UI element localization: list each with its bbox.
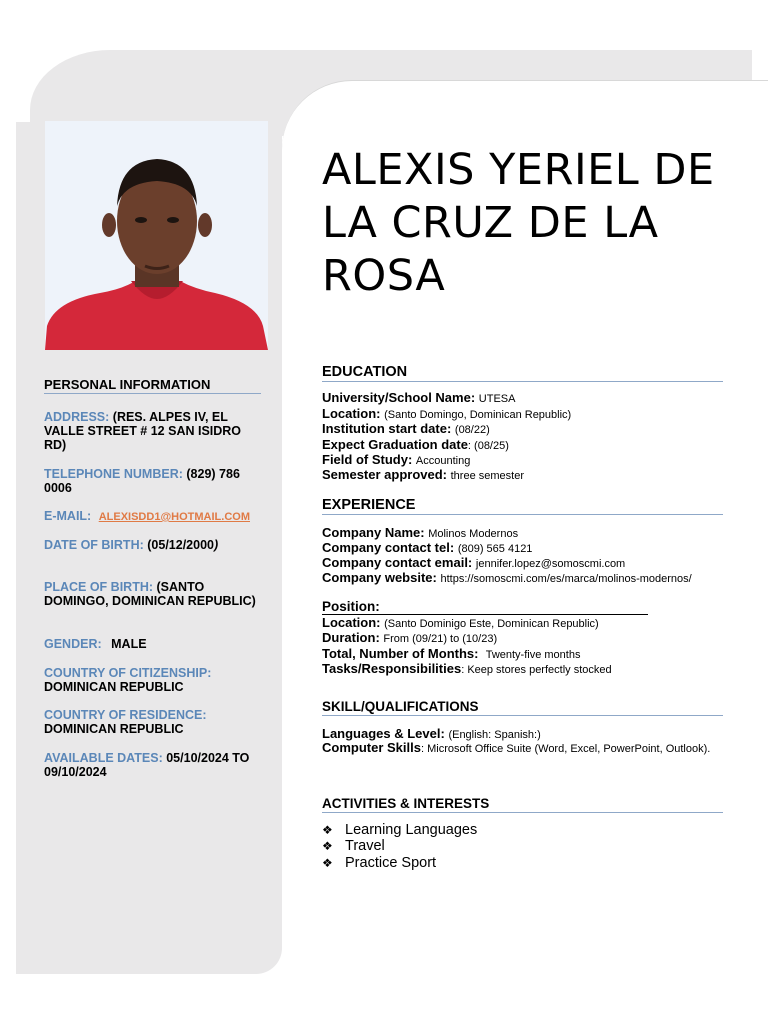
citizenship-label: COUNTRY OF CITIZENSHIP: bbox=[44, 666, 212, 680]
activity-label: Learning Languages bbox=[345, 822, 478, 838]
diamond-bullet-icon: ❖ bbox=[322, 856, 333, 870]
skills-computer bbox=[322, 741, 717, 756]
experience-heading: EXPERIENCE bbox=[322, 497, 723, 515]
graduation-value: : (08/25) bbox=[467, 440, 509, 452]
experience-location-label: Location: bbox=[322, 615, 381, 630]
start-date-label: Institution start date: bbox=[322, 421, 452, 436]
experience-duration bbox=[322, 630, 732, 647]
months-value: Twenty-five months bbox=[485, 649, 581, 661]
company-tel-label: Company contact tel: bbox=[322, 540, 455, 555]
position-label: Position: bbox=[322, 599, 380, 614]
citizenship-field bbox=[44, 666, 264, 694]
citizenship-value: DOMINICAN REPUBLIC bbox=[44, 680, 184, 694]
months-label: Total, Number of Months: bbox=[322, 646, 479, 661]
email-label: E-MAIL: bbox=[44, 509, 92, 523]
gender-value: MALE bbox=[111, 637, 147, 651]
education-start bbox=[322, 421, 732, 438]
activities-heading: ACTIVITIES & INTERESTS bbox=[322, 796, 723, 813]
place-of-birth-field bbox=[44, 580, 264, 608]
field-of-study-value: Accounting bbox=[415, 455, 471, 467]
school-label: University/School Name: bbox=[322, 390, 476, 405]
graduation-label: Expect Graduation date bbox=[322, 437, 468, 452]
gender-field bbox=[44, 637, 264, 651]
experience-tasks bbox=[322, 661, 732, 678]
telephone-value: (829) 786 0006 bbox=[44, 467, 240, 495]
place-of-birth-label: PLACE OF BIRTH: bbox=[44, 580, 154, 594]
tasks-value: : Keep stores perfectly stocked bbox=[461, 664, 612, 676]
email-link[interactable]: ALEXISDD1@HOTMAIL.COM bbox=[98, 511, 250, 523]
semester-value: three semester bbox=[450, 470, 524, 482]
duration-label: Duration: bbox=[322, 630, 380, 645]
diamond-bullet-icon: ❖ bbox=[322, 839, 333, 853]
activity-label: Practice Sport bbox=[345, 855, 437, 871]
place-of-birth-value: (SANTO DOMINGO, DOMINICAN REPUBLIC) bbox=[44, 580, 256, 608]
company-value: Molinos Modernos bbox=[428, 528, 519, 540]
gender-label: GENDER: bbox=[44, 637, 102, 651]
date-of-birth-value: (05/12/2000 bbox=[147, 538, 214, 552]
address-value: (RES. ALPES IV, EL VALLE STREET # 12 SAN ISIDRO RD) bbox=[44, 410, 242, 452]
residence-field bbox=[44, 708, 264, 736]
company-email-value: jennifer.lopez@somoscmi.com bbox=[475, 558, 626, 570]
company-email-label: Company contact email: bbox=[322, 555, 473, 570]
company-website-label: Company website: bbox=[322, 570, 437, 585]
telephone-field bbox=[44, 467, 264, 495]
duration-value: From (09/21) to (10/23) bbox=[383, 633, 498, 645]
candidate-name: ALEXIS YERIEL DE LA CRUZ DE LA ROSA bbox=[322, 145, 715, 301]
activity-item bbox=[322, 855, 436, 872]
address-field bbox=[44, 410, 264, 452]
start-date-value: (08/22) bbox=[454, 424, 490, 436]
available-dates-field bbox=[44, 751, 264, 779]
company-tel-value: (809) 565 4121 bbox=[457, 543, 533, 555]
personal-information-heading: PERSONAL INFORMATION bbox=[44, 377, 261, 394]
school-value: UTESA bbox=[478, 393, 516, 405]
activity-label: Travel bbox=[345, 838, 385, 854]
computer-skills-value: : Microsoft Office Suite (Word, Excel, PowerPoint, Outlook). bbox=[420, 743, 711, 755]
diamond-bullet-icon: ❖ bbox=[322, 823, 333, 837]
skills-heading: SKILL/QUALIFICATIONS bbox=[322, 699, 723, 716]
experience-website bbox=[322, 570, 732, 587]
activity-item bbox=[322, 822, 477, 839]
education-semester bbox=[322, 467, 732, 484]
address-label: ADDRESS: bbox=[44, 410, 110, 424]
education-heading: EDUCATION bbox=[322, 364, 723, 382]
date-of-birth-label: DATE OF BIRTH: bbox=[44, 538, 144, 552]
company-label: Company Name: bbox=[322, 525, 425, 540]
available-dates-label: AVAILABLE DATES: bbox=[44, 751, 163, 765]
residence-value: DOMINICAN REPUBLIC bbox=[44, 722, 184, 736]
company-website-value: https://somoscmi.com/es/marca/molinos-modernos/ bbox=[440, 573, 692, 585]
position-line bbox=[322, 599, 648, 615]
activity-item bbox=[322, 838, 385, 855]
semester-label: Semester approved: bbox=[322, 467, 447, 482]
telephone-label: TELEPHONE NUMBER: bbox=[44, 467, 183, 481]
date-of-birth-field bbox=[44, 538, 264, 552]
date-of-birth-paren: ) bbox=[213, 538, 219, 552]
education-school bbox=[322, 390, 732, 407]
experience-location-value: (Santo Dominigo Este, Dominican Republic) bbox=[384, 618, 599, 630]
languages-value: (English: Spanish:) bbox=[448, 729, 541, 741]
field-of-study-label: Field of Study: bbox=[322, 452, 413, 467]
education-location-label: Location: bbox=[322, 406, 381, 421]
available-dates-value: 05/10/2024 TO 09/10/2024 bbox=[44, 751, 250, 779]
education-location-value: (Santo Domingo, Dominican Republic) bbox=[384, 409, 572, 421]
email-field bbox=[44, 509, 264, 524]
languages-label: Languages & Level: bbox=[322, 726, 445, 741]
residence-label: COUNTRY OF RESIDENCE: bbox=[44, 708, 207, 722]
tasks-label: Tasks/Responsibilities bbox=[322, 661, 462, 676]
computer-skills-label: Computer Skills bbox=[322, 740, 421, 755]
profile-photo bbox=[45, 121, 268, 350]
